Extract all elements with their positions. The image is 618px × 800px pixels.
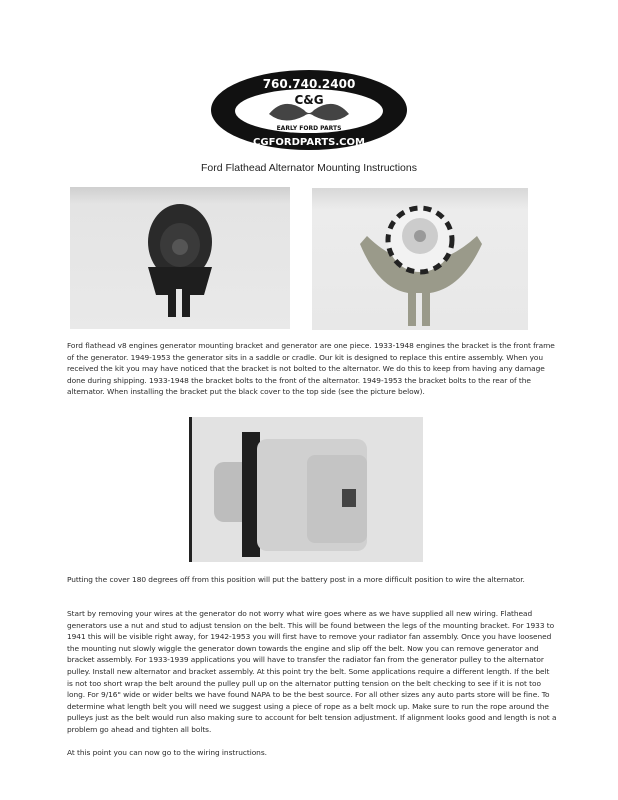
alternator-bracket-photo — [312, 188, 528, 330]
intro-paragraph: Ford flathead v8 engines generator mounting bracket and generator are one piece. 1933-1948 engines the bracket is the front frame of the generator. 1949-1953 the generator sits in a saddle or cradle. Our kit is designed to replace this entire assembly. When you received the kit you may have noticed that the bracket is not bolted to the alternator. We do this to keep from having any damage done during shipping. 1933-1948 the bracket bolts to the front of the alternator. 1949-1953 the bracket bolts to the rear of the alternator. When installing the bracket put the black cover to the top side (see the picture below). — [67, 341, 555, 397]
generator-bracket-photo — [70, 187, 290, 329]
logo-phone: 760.740.2400 — [262, 77, 356, 91]
cover-orientation-paragraph: Putting the cover 180 degrees off from this position will put the battery post in a more difficult position to wire the alternator. — [67, 575, 525, 584]
logo-brand: C&G — [294, 93, 324, 107]
closing-paragraph: At this point you can now go to the wiring instructions. — [67, 748, 267, 757]
generator-illustration — [70, 187, 290, 329]
logo-website: CGFORDPARTS.COM — [253, 137, 365, 148]
document-title: Ford Flathead Alternator Mounting Instructions — [201, 162, 417, 174]
alternator-illustration — [192, 417, 420, 562]
alternator-side-view-photo — [189, 417, 423, 562]
cg-early-ford-parts-logo — [209, 68, 409, 152]
installation-steps-paragraph: Start by removing your wires at the generator do not worry what wire goes where as we have supplied all new wiring. Flathead generators use a nut and stud to adjust tension on the belt. This will be found between the legs of the mounting bracket. For 1933 to 1941 this will be visible right away, for 1942-1953 you will first have to remove your radiator fan assembly. Once you have loosened the mounting nut slowly wiggle the generator down towards the engine and slip off the belt. Now you can remove generator and bracket assembly. For 1933-1939 applications you will have to transfer the radiator fan from the generator pulley to the alternator pulley. Install new alternator and bracket assembly. At this point try the belt. Some applications require a different length. If the belt is not too short wrap the belt around the pulley pull up on the alternator putting tension on the belt checking to see if it is not too long. For 9/16" wide or wider belts we have found NAPA to be the best source. For all other sizes any auto parts store will be fine. To determine what length belt you will need we suggest using a piece of rope as a belt mock up. Make sure to run the rope around the pulleys just as the belt would run also making sure to account for belt tension adjustment. If alignment looks good and length is not a problem go ahead and tighten all bolts. — [67, 609, 557, 734]
logo-tagline: EARLY FORD PARTS — [276, 125, 342, 132]
bracket-illustration — [312, 188, 528, 330]
